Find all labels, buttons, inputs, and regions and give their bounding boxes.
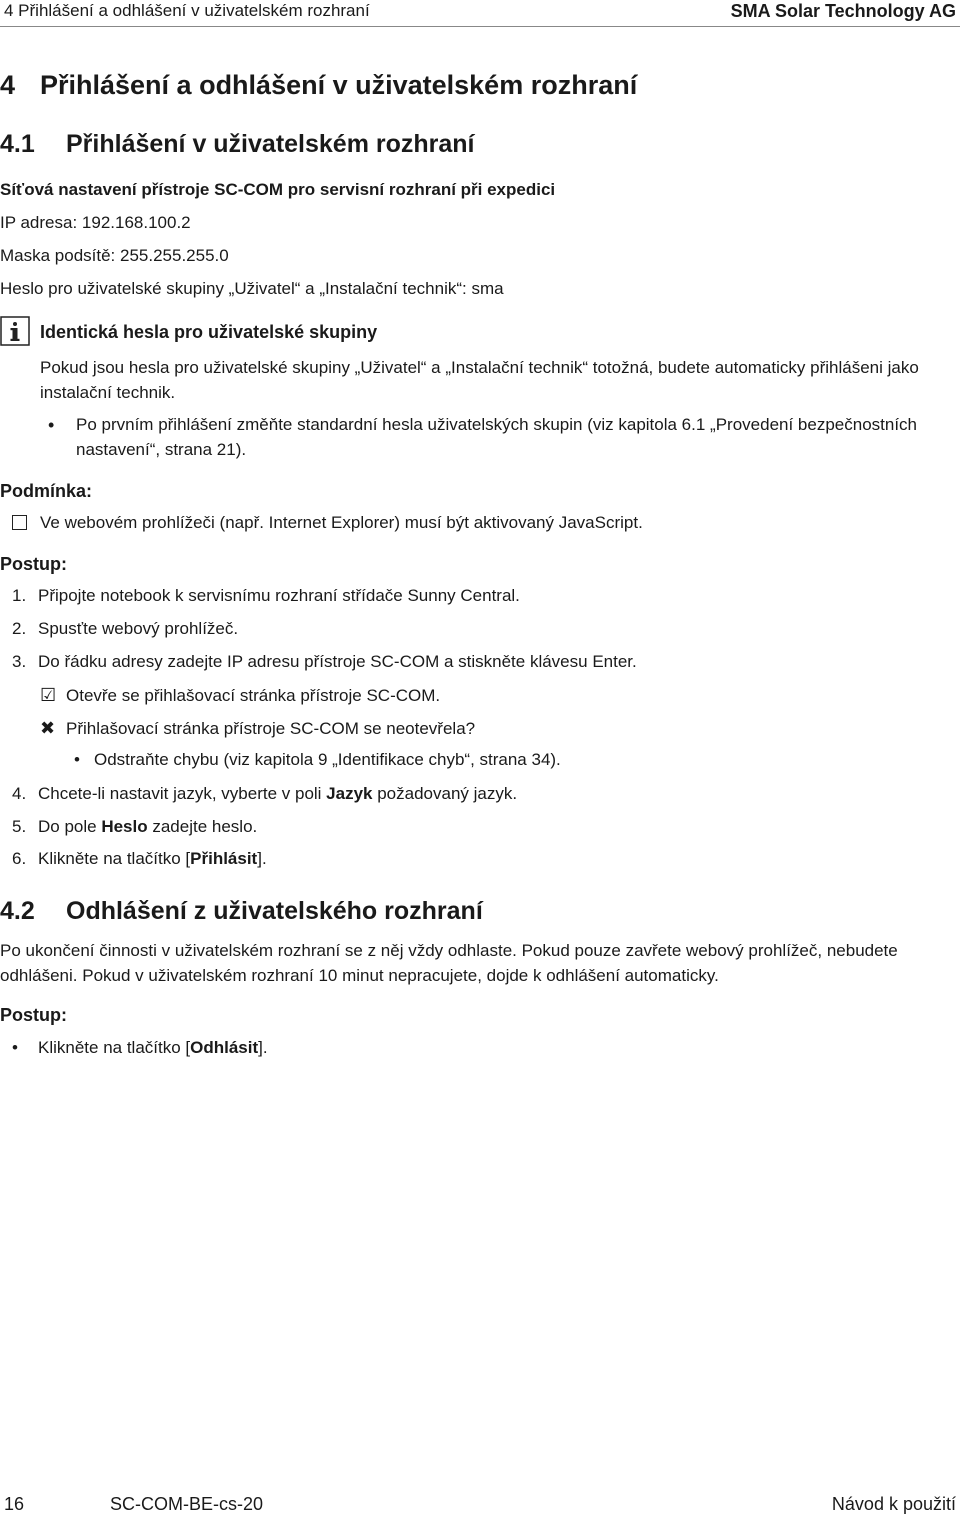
chapter-heading — [0, 68, 637, 102]
note-text: Pokud jsou hesla pro uživatelské skupiny „Uživatel“ a „Instalační technik“ totožná, budete automaticky přihlášeni jako instalační technik. — [40, 358, 919, 402]
subnet-mask-line: Maska podsítě: 255.255.255.0 — [0, 246, 229, 265]
condition-text: Ve webovém prohlížeči (např. Internet Explorer) musí být aktivovaný JavaScript. — [40, 513, 643, 532]
checkbox-icon — [12, 515, 27, 530]
step-number: 1. — [12, 586, 27, 605]
chapter-number: 4 — [0, 70, 16, 100]
step-text: Do řádku adresy zadejte IP adresu přístroje SC-COM a stiskněte klávesu Enter. — [38, 652, 637, 671]
step-number: 3. — [12, 652, 27, 671]
header-divider — [0, 26, 960, 27]
running-header-chapter: 4 Přihlášení a odhlášení v uživatelském rozhraní — [4, 1, 370, 20]
result-text: Otevře se přihlašovací stránka přístroje SC-COM. — [66, 686, 441, 705]
step-3 — [12, 651, 637, 673]
document-type: Návod k použití — [831, 1494, 956, 1514]
bullet-icon: • — [48, 415, 55, 435]
step-6 — [12, 848, 267, 870]
step-text: ]. — [258, 1038, 268, 1057]
result-text: Odstraňte chybu (viz kapitola 9 „Identifikace chyb“, strana 34). — [94, 750, 561, 769]
step-number: 2. — [12, 619, 27, 638]
field-name: Jazyk — [326, 784, 373, 803]
note-title: Identická hesla pro uživatelské skupiny — [40, 322, 378, 342]
procedure-label: Postup: — [0, 1005, 67, 1025]
ip-address-line: IP adresa: 192.168.100.2 — [0, 213, 191, 232]
section-number: 4.1 — [0, 130, 35, 158]
step-text: Do pole — [38, 817, 102, 836]
document-id: SC-COM-BE-cs-20 — [110, 1494, 264, 1514]
logout-paragraph: Po ukončení činnosti v uživatelském rozhraní se z něj vždy odhlaste. Pokud pouze zavřete webový prohlížeč, nebudete odhlášeni. Pokud v uživatelském rozhraní 10 minut nepracujete, dojde k odhlášení automaticky. — [0, 941, 898, 985]
bullet-icon: • — [74, 750, 80, 769]
step-text: Chcete-li nastavit jazyk, vyberte v poli — [38, 784, 327, 803]
step-5 — [12, 816, 257, 838]
step-text: zadejte heslo. — [147, 817, 258, 836]
bullet-icon: • — [12, 1038, 18, 1057]
condition-label: Podmínka: — [0, 481, 93, 501]
step-number: 5. — [12, 817, 27, 836]
step-4 — [12, 783, 517, 805]
running-header-company: SMA Solar Technology AG — [730, 1, 956, 21]
button-name: Odhlásit — [190, 1038, 259, 1057]
section-number: 4.2 — [0, 897, 35, 925]
procedure-label: Postup: — [0, 554, 67, 574]
button-name: Přihlásit — [190, 849, 258, 868]
info-icon — [0, 316, 30, 346]
step-1 — [12, 585, 520, 607]
step-2 — [12, 618, 238, 640]
step-number: 4. — [12, 784, 27, 803]
settings-heading: Síťová nastavení přístroje SC-COM pro servisní rozhraní při expedici — [0, 180, 556, 199]
section-title: Odhlášení z uživatelského rozhraní — [66, 897, 483, 925]
step-text: Připojte notebook k servisnímu rozhraní střídače Sunny Central. — [38, 586, 520, 605]
result-text: Přihlašovací stránka přístroje SC-COM se neotevřela? — [66, 719, 476, 738]
checkmark-box-icon: ☑ — [40, 685, 57, 705]
step-text: Spusťte webový prohlížeč. — [38, 619, 239, 638]
password-line: Heslo pro uživatelské skupiny „Uživatel“ a „Instalační technik“: sma — [0, 279, 504, 298]
field-name: Heslo — [101, 817, 148, 836]
chapter-title: Přihlášení a odhlášení v uživatelském rozhraní — [40, 70, 638, 100]
logout-step — [12, 1037, 268, 1059]
note-bullet-text: Po prvním přihlášení změňte standardní hesla uživatelských skupin (viz kapitola 6.1 „Provedení bezpečnostních nastavení“, strana 21). — [76, 415, 918, 459]
result-failure — [40, 717, 475, 740]
section-heading-4-1 — [0, 128, 475, 160]
result-success — [40, 684, 440, 707]
step-text: ]. — [257, 849, 267, 868]
cross-icon: ✖ — [40, 718, 56, 738]
section-heading-4-2 — [0, 895, 483, 927]
step-text: požadovaný jazyk. — [372, 784, 518, 803]
result-fix — [74, 749, 561, 771]
step-text: Klikněte na tlačítko [ — [38, 1038, 191, 1057]
step-number: 6. — [12, 849, 27, 868]
section-title: Přihlášení v uživatelském rozhraní — [66, 130, 475, 158]
step-text: Klikněte na tlačítko [ — [38, 849, 191, 868]
page-number: 16 — [4, 1494, 25, 1514]
